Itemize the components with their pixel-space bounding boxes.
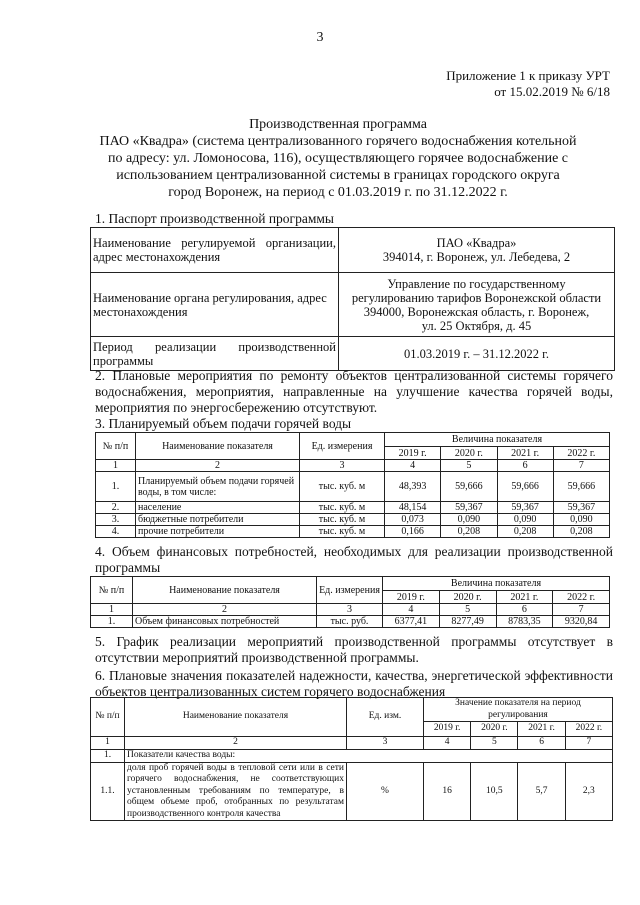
indicators-table	[90, 697, 613, 821]
row-num: 4.	[96, 526, 136, 538]
passport-value-line: 394000, Воронежская область, г. Воронеж,	[363, 304, 590, 319]
row-num: 1.	[96, 472, 136, 502]
passport-value-line: ул. 25 Октября, д. 45	[421, 318, 532, 333]
row-name: доля проб горячей воды в тепловой сети или в сети горячего водоснабжения, не соответствующих установленным требованиям по температуре, в общем объеме проб, отобранных по результатам производственного контроля качества	[125, 762, 347, 821]
index-row	[91, 737, 613, 750]
index-cell: 7	[553, 460, 609, 472]
index-cell: 4	[385, 460, 441, 472]
title-line-1: Производственная программа	[249, 117, 427, 132]
row-value: 59,666	[441, 472, 497, 502]
header-value: Величина показателя	[385, 433, 610, 447]
group-name: Показатели качества воды:	[125, 749, 613, 762]
header-unit: Ед. измерения	[300, 433, 385, 460]
table-row	[96, 472, 610, 502]
row-value: 59,367	[441, 502, 497, 514]
passport-label: Период реализации производственной программы	[91, 337, 339, 371]
header-year: 2021 г.	[497, 447, 553, 460]
header-name: Наименование показателя	[133, 577, 317, 604]
passport-value-line: 01.03.2019 г. – 31.12.2022 г.	[404, 346, 549, 361]
header-unit: Ед. изм.	[347, 698, 424, 737]
group-num: 1.	[91, 749, 125, 762]
index-cell: 6	[497, 460, 553, 472]
row-name: прочие потребители	[136, 526, 300, 538]
row-num: 1.	[91, 616, 133, 628]
table-row	[96, 502, 610, 514]
row-value: 59,666	[497, 472, 553, 502]
row-unit: тыс. куб. м	[300, 472, 385, 502]
header-name: Наименование показателя	[125, 698, 347, 737]
appendix-note	[446, 68, 610, 100]
index-cell: 7	[565, 737, 612, 750]
passport-value	[339, 337, 615, 371]
index-cell: 2	[133, 604, 317, 616]
header-num: № п/п	[91, 577, 133, 604]
index-cell: 4	[383, 604, 440, 616]
passport-value-line: Управление по государственному	[387, 276, 566, 291]
title-line-2: ПАО «Квадра» (система централизованного горячего водоснабжения котельной	[99, 134, 577, 149]
row-value: 2,3	[565, 762, 612, 821]
finance-table	[90, 576, 610, 628]
header-year: 2021 г.	[518, 722, 565, 737]
appendix-line-1: Приложение 1 к приказу УРТ	[446, 68, 610, 83]
group-row	[91, 749, 613, 762]
row-value: 59,367	[497, 502, 553, 514]
passport-row	[91, 228, 615, 273]
row-value: 8783,35	[496, 616, 553, 628]
table-row	[96, 526, 610, 538]
title-line-3: по адресу: ул. Ломоносова, 116), осуществляющего горячее водоснабжение с	[107, 151, 569, 166]
index-row	[91, 604, 610, 616]
header-year: 2019 г.	[424, 722, 471, 737]
row-value: 0,208	[553, 526, 609, 538]
row-value: 59,666	[553, 472, 609, 502]
title-line-5: город Воронеж, на период с 01.03.2019 г. по 31.12.2022 г.	[168, 185, 508, 200]
passport-value	[339, 273, 615, 337]
section5-text: 5. График реализации мероприятий производственной программы отсутствует в отсутствии мероприятий производственной программы.	[95, 634, 613, 665]
row-value: 0,090	[441, 514, 497, 526]
passport-row	[91, 337, 615, 371]
row-value: 0,090	[497, 514, 553, 526]
section2-text: 2. Плановые мероприятия по ремонту объектов централизованной системы горячего водоснабжения, мероприятия, направленные на улучшение качества горячей воды, мероприятия по энергосбережению отсутствуют.	[95, 368, 613, 415]
index-cell: 6	[518, 737, 565, 750]
index-cell: 3	[300, 460, 385, 472]
passport-value	[339, 228, 615, 273]
passport-label: Наименование регулируемой организации, адрес местонахождения	[91, 228, 339, 273]
index-cell: 1	[96, 460, 136, 472]
index-cell: 5	[471, 737, 518, 750]
row-unit: тыс. куб. м	[300, 526, 385, 538]
index-cell: 1	[91, 604, 133, 616]
section4-heading: 4. Объем финансовых потребностей, необходимых для реализации производственной программы	[95, 544, 613, 575]
header-num: № п/п	[96, 433, 136, 460]
index-cell: 3	[317, 604, 383, 616]
header-value: Величина показателя	[383, 577, 610, 591]
row-value: 10,5	[471, 762, 518, 821]
row-value: 0,208	[497, 526, 553, 538]
passport-value-line: ПАО «Квадра»	[436, 236, 517, 250]
header-num: № п/п	[91, 698, 125, 737]
header-year: 2021 г.	[496, 591, 553, 604]
header-year: 2020 г.	[439, 591, 496, 604]
index-cell: 1	[91, 737, 125, 750]
row-name: Объем финансовых потребностей	[133, 616, 317, 628]
index-row	[96, 460, 610, 472]
header-year: 2020 г.	[441, 447, 497, 460]
header-year: 2020 г.	[471, 722, 518, 737]
row-unit: тыс. руб.	[317, 616, 383, 628]
passport-value-line: регулированию тарифов Воронежской области	[351, 290, 602, 305]
row-value: 0,166	[385, 526, 441, 538]
table-row	[91, 762, 613, 821]
row-value: 0,090	[553, 514, 609, 526]
section6-heading: 6. Плановые значения показателей надежности, качества, энергетической эффективности объектов централизованных систем горячего водоснабжения	[95, 668, 613, 699]
table-row	[91, 616, 610, 628]
row-value: 16	[424, 762, 471, 821]
row-unit: тыс. куб. м	[300, 514, 385, 526]
row-value: 0,073	[385, 514, 441, 526]
section3-heading: 3. Планируемый объем подачи горячей воды	[95, 416, 352, 431]
index-cell: 5	[441, 460, 497, 472]
header-value: Значение показателя на период регулирования	[424, 698, 613, 722]
header-year: 2022 г.	[553, 447, 609, 460]
row-value: 48,393	[385, 472, 441, 502]
header-name: Наименование показателя	[136, 433, 300, 460]
table-row	[96, 514, 610, 526]
section1-heading: 1. Паспорт производственной программы	[95, 211, 334, 226]
row-num: 3.	[96, 514, 136, 526]
row-value: 5,7	[518, 762, 565, 821]
header-unit: Ед. измерения	[317, 577, 383, 604]
row-value: 59,367	[553, 502, 609, 514]
index-cell: 2	[125, 737, 347, 750]
header-year: 2022 г.	[565, 722, 612, 737]
row-unit: тыс. куб. м	[300, 502, 385, 514]
header-year: 2022 г.	[553, 591, 610, 604]
row-value: 8277,49	[439, 616, 496, 628]
index-cell: 7	[553, 604, 610, 616]
passport-table	[90, 227, 615, 371]
index-cell: 6	[496, 604, 553, 616]
row-name: Планируемый объем подачи горячей воды, в том числе:	[136, 472, 300, 502]
row-unit: %	[347, 762, 424, 821]
document-title	[78, 116, 598, 201]
header-year: 2019 г.	[383, 591, 440, 604]
passport-value-line: 394014, г. Воронеж, ул. Лебедева, 2	[382, 250, 571, 264]
row-value: 9320,84	[553, 616, 610, 628]
row-name: население	[136, 502, 300, 514]
row-num: 2.	[96, 502, 136, 514]
index-cell: 2	[136, 460, 300, 472]
volume-table	[95, 432, 610, 538]
index-cell: 4	[424, 737, 471, 750]
row-value: 6377,41	[383, 616, 440, 628]
index-cell: 5	[439, 604, 496, 616]
row-value: 48,154	[385, 502, 441, 514]
header-year: 2019 г.	[385, 447, 441, 460]
appendix-line-2: от 15.02.2019 № 6/18	[494, 84, 610, 99]
index-cell: 3	[347, 737, 424, 750]
row-value: 0,208	[441, 526, 497, 538]
page-number: 3	[316, 30, 324, 45]
passport-label: Наименование органа регулирования, адрес местонахождения	[91, 273, 339, 337]
row-num: 1.1.	[91, 762, 125, 821]
passport-row	[91, 273, 615, 337]
row-name: бюджетные потребители	[136, 514, 300, 526]
title-line-4: использованием централизованной системы в границах городского округа	[116, 168, 560, 183]
